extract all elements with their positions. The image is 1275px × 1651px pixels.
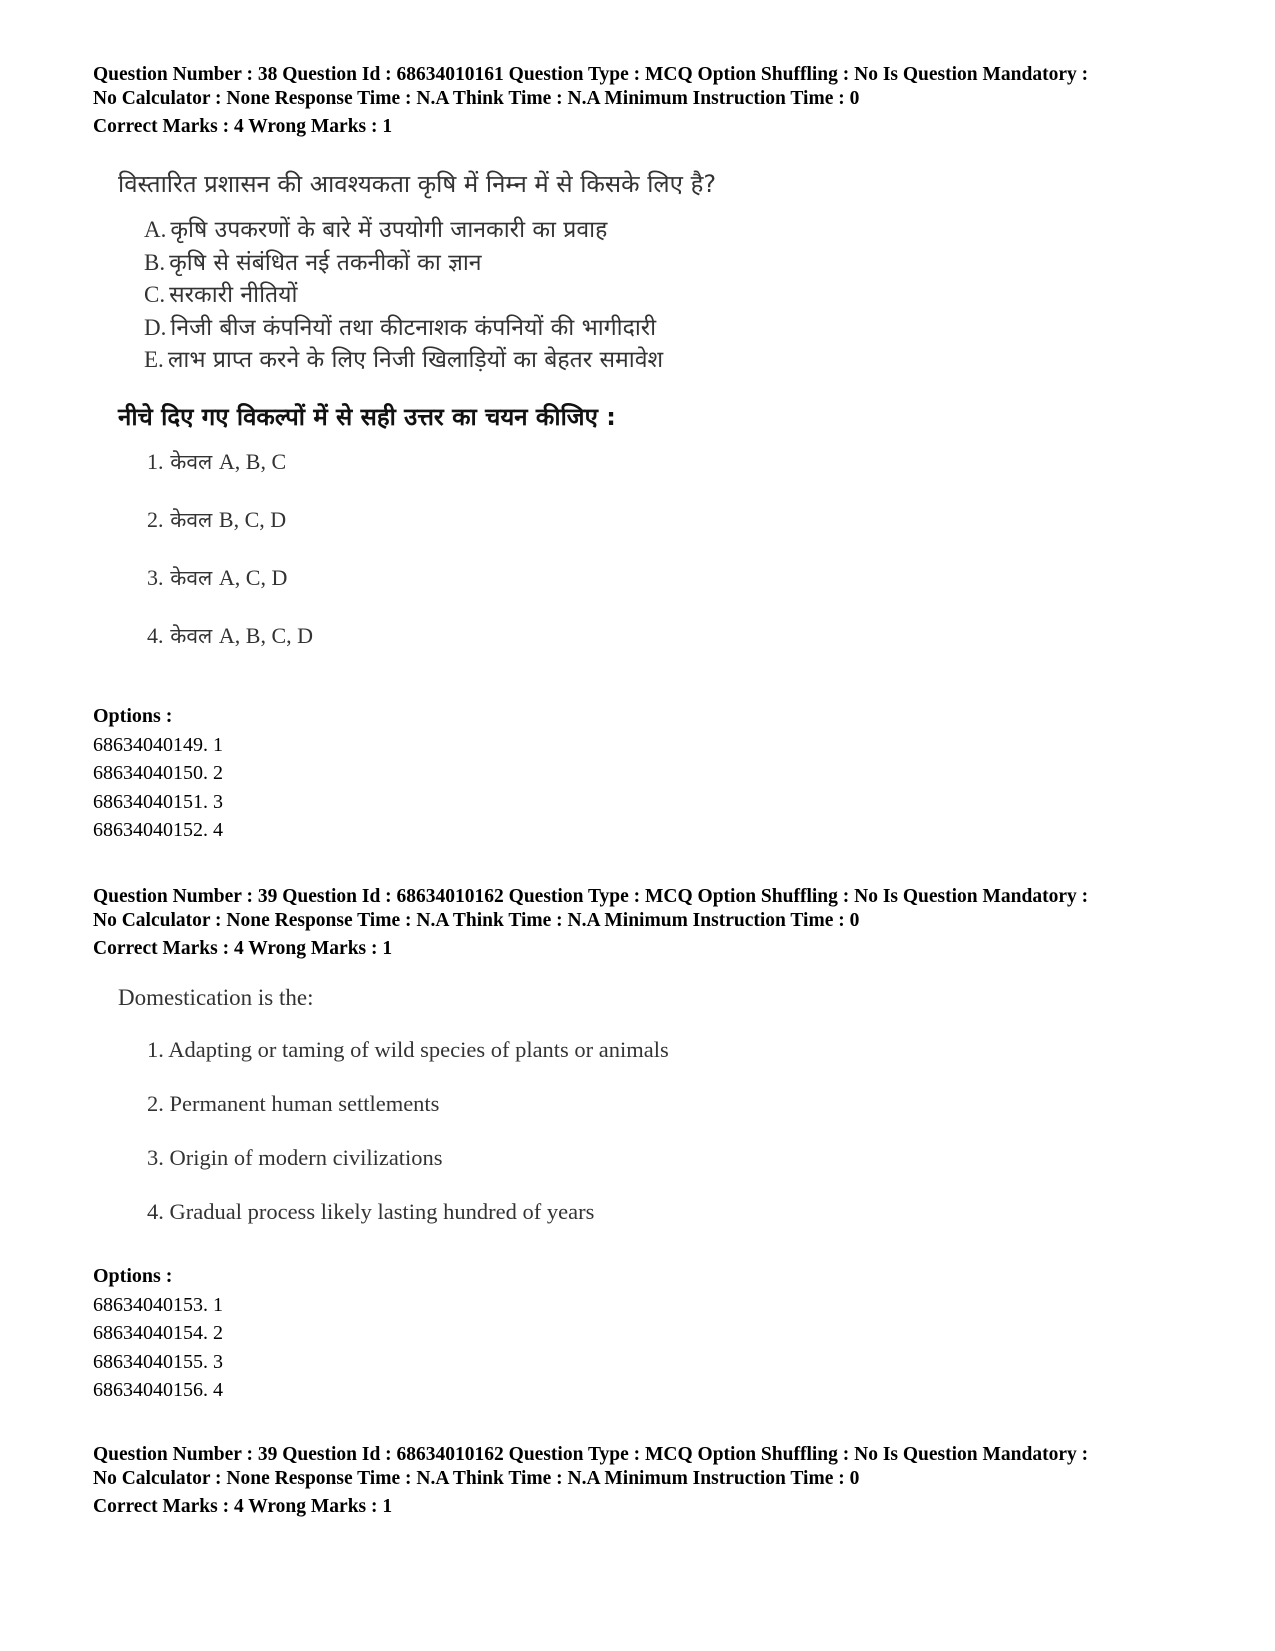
statement-list [144, 214, 716, 377]
choice-list [147, 1035, 669, 1251]
question-38-meta [93, 63, 1213, 139]
question-marks: Correct Marks : 4 Wrong Marks : 1 [93, 938, 393, 959]
options-header: Options : [93, 1265, 173, 1287]
question-instruction: नीचे दिए गए विकल्पों में से सही उत्तर का चयन कीजिए : [118, 402, 616, 431]
option-item: 68634040156. 4 [93, 1379, 223, 1401]
option-item: 68634040152. 4 [93, 819, 223, 841]
choice-item: 2. Permanent human settlements [147, 1091, 440, 1116]
choice-item: 4. Gradual process likely lasting hundred of years [147, 1199, 595, 1224]
statement-item: B. कृषि से संबंधित नई तकनीकों का ज्ञान [144, 249, 482, 276]
question-marks: Correct Marks : 4 Wrong Marks : 1 [93, 116, 393, 137]
statement-item: E. लाभ प्राप्त करने के लिए निजी खिलाड़ियों का बेहतर समावेश [144, 347, 664, 373]
question-39-options [93, 1262, 223, 1405]
question-marks: Correct Marks : 4 Wrong Marks : 1 [93, 1496, 393, 1517]
choice-list [147, 447, 716, 679]
question-meta-line-1: Question Number : 39 Question Id : 68634010162 Question Type : MCQ Option Shuffling : No Is Question Mandatory : [93, 1444, 1089, 1465]
statement-item: D. निजी बीज कंपनियों तथा कीटनाशक कंपनियों की भागीदारी [144, 314, 657, 341]
choice-item: 3. केवल A, C, D [147, 564, 288, 590]
question-39-body [118, 983, 669, 1251]
question-39-repeat-meta [93, 1443, 1213, 1519]
question-meta-line-2: No Calculator : None Response Time : N.A Think Time : N.A Minimum Instruction Time : 0 [93, 1468, 860, 1489]
statement-item: A. कृषि उपकरणों के बारे में उपयोगी जानकारी का प्रवाह [144, 217, 608, 243]
question-38-options [93, 702, 223, 845]
option-item: 68634040154. 2 [93, 1322, 223, 1344]
statement-item: C. सरकारी नीतियों [144, 282, 298, 308]
option-item: 68634040150. 2 [93, 762, 223, 784]
question-meta-line-1: Question Number : 38 Question Id : 68634010161 Question Type : MCQ Option Shuffling : No Is Question Mandatory : [93, 64, 1089, 85]
choice-item: 3. Origin of modern civilizations [147, 1145, 443, 1170]
choice-item: 4. केवल A, B, C, D [147, 622, 314, 648]
choice-item: 1. केवल A, B, C [147, 448, 287, 474]
question-meta-line-2: No Calculator : None Response Time : N.A Think Time : N.A Minimum Instruction Time : 0 [93, 88, 860, 109]
choice-item: 2. केवल B, C, D [147, 506, 287, 532]
option-item: 68634040151. 3 [93, 790, 223, 813]
question-38-body [118, 168, 716, 679]
question-meta-line-2: No Calculator : None Response Time : N.A Think Time : N.A Minimum Instruction Time : 0 [93, 910, 860, 931]
option-item: 68634040153. 1 [93, 1293, 223, 1316]
choice-item: 1. Adapting or taming of wild species of plants or animals [147, 1037, 669, 1062]
options-header: Options : [93, 705, 173, 727]
option-item: 68634040155. 3 [93, 1350, 223, 1373]
question-title: विस्तारित प्रशासन की आवश्यकता कृषि में निम्न में से किसके लिए है? [118, 170, 717, 198]
question-title: Domestication is the: [118, 985, 314, 1010]
question-meta-line-1: Question Number : 39 Question Id : 68634010162 Question Type : MCQ Option Shuffling : No Is Question Mandatory : [93, 886, 1089, 907]
option-item: 68634040149. 1 [93, 733, 223, 756]
question-39-meta [93, 885, 1213, 961]
